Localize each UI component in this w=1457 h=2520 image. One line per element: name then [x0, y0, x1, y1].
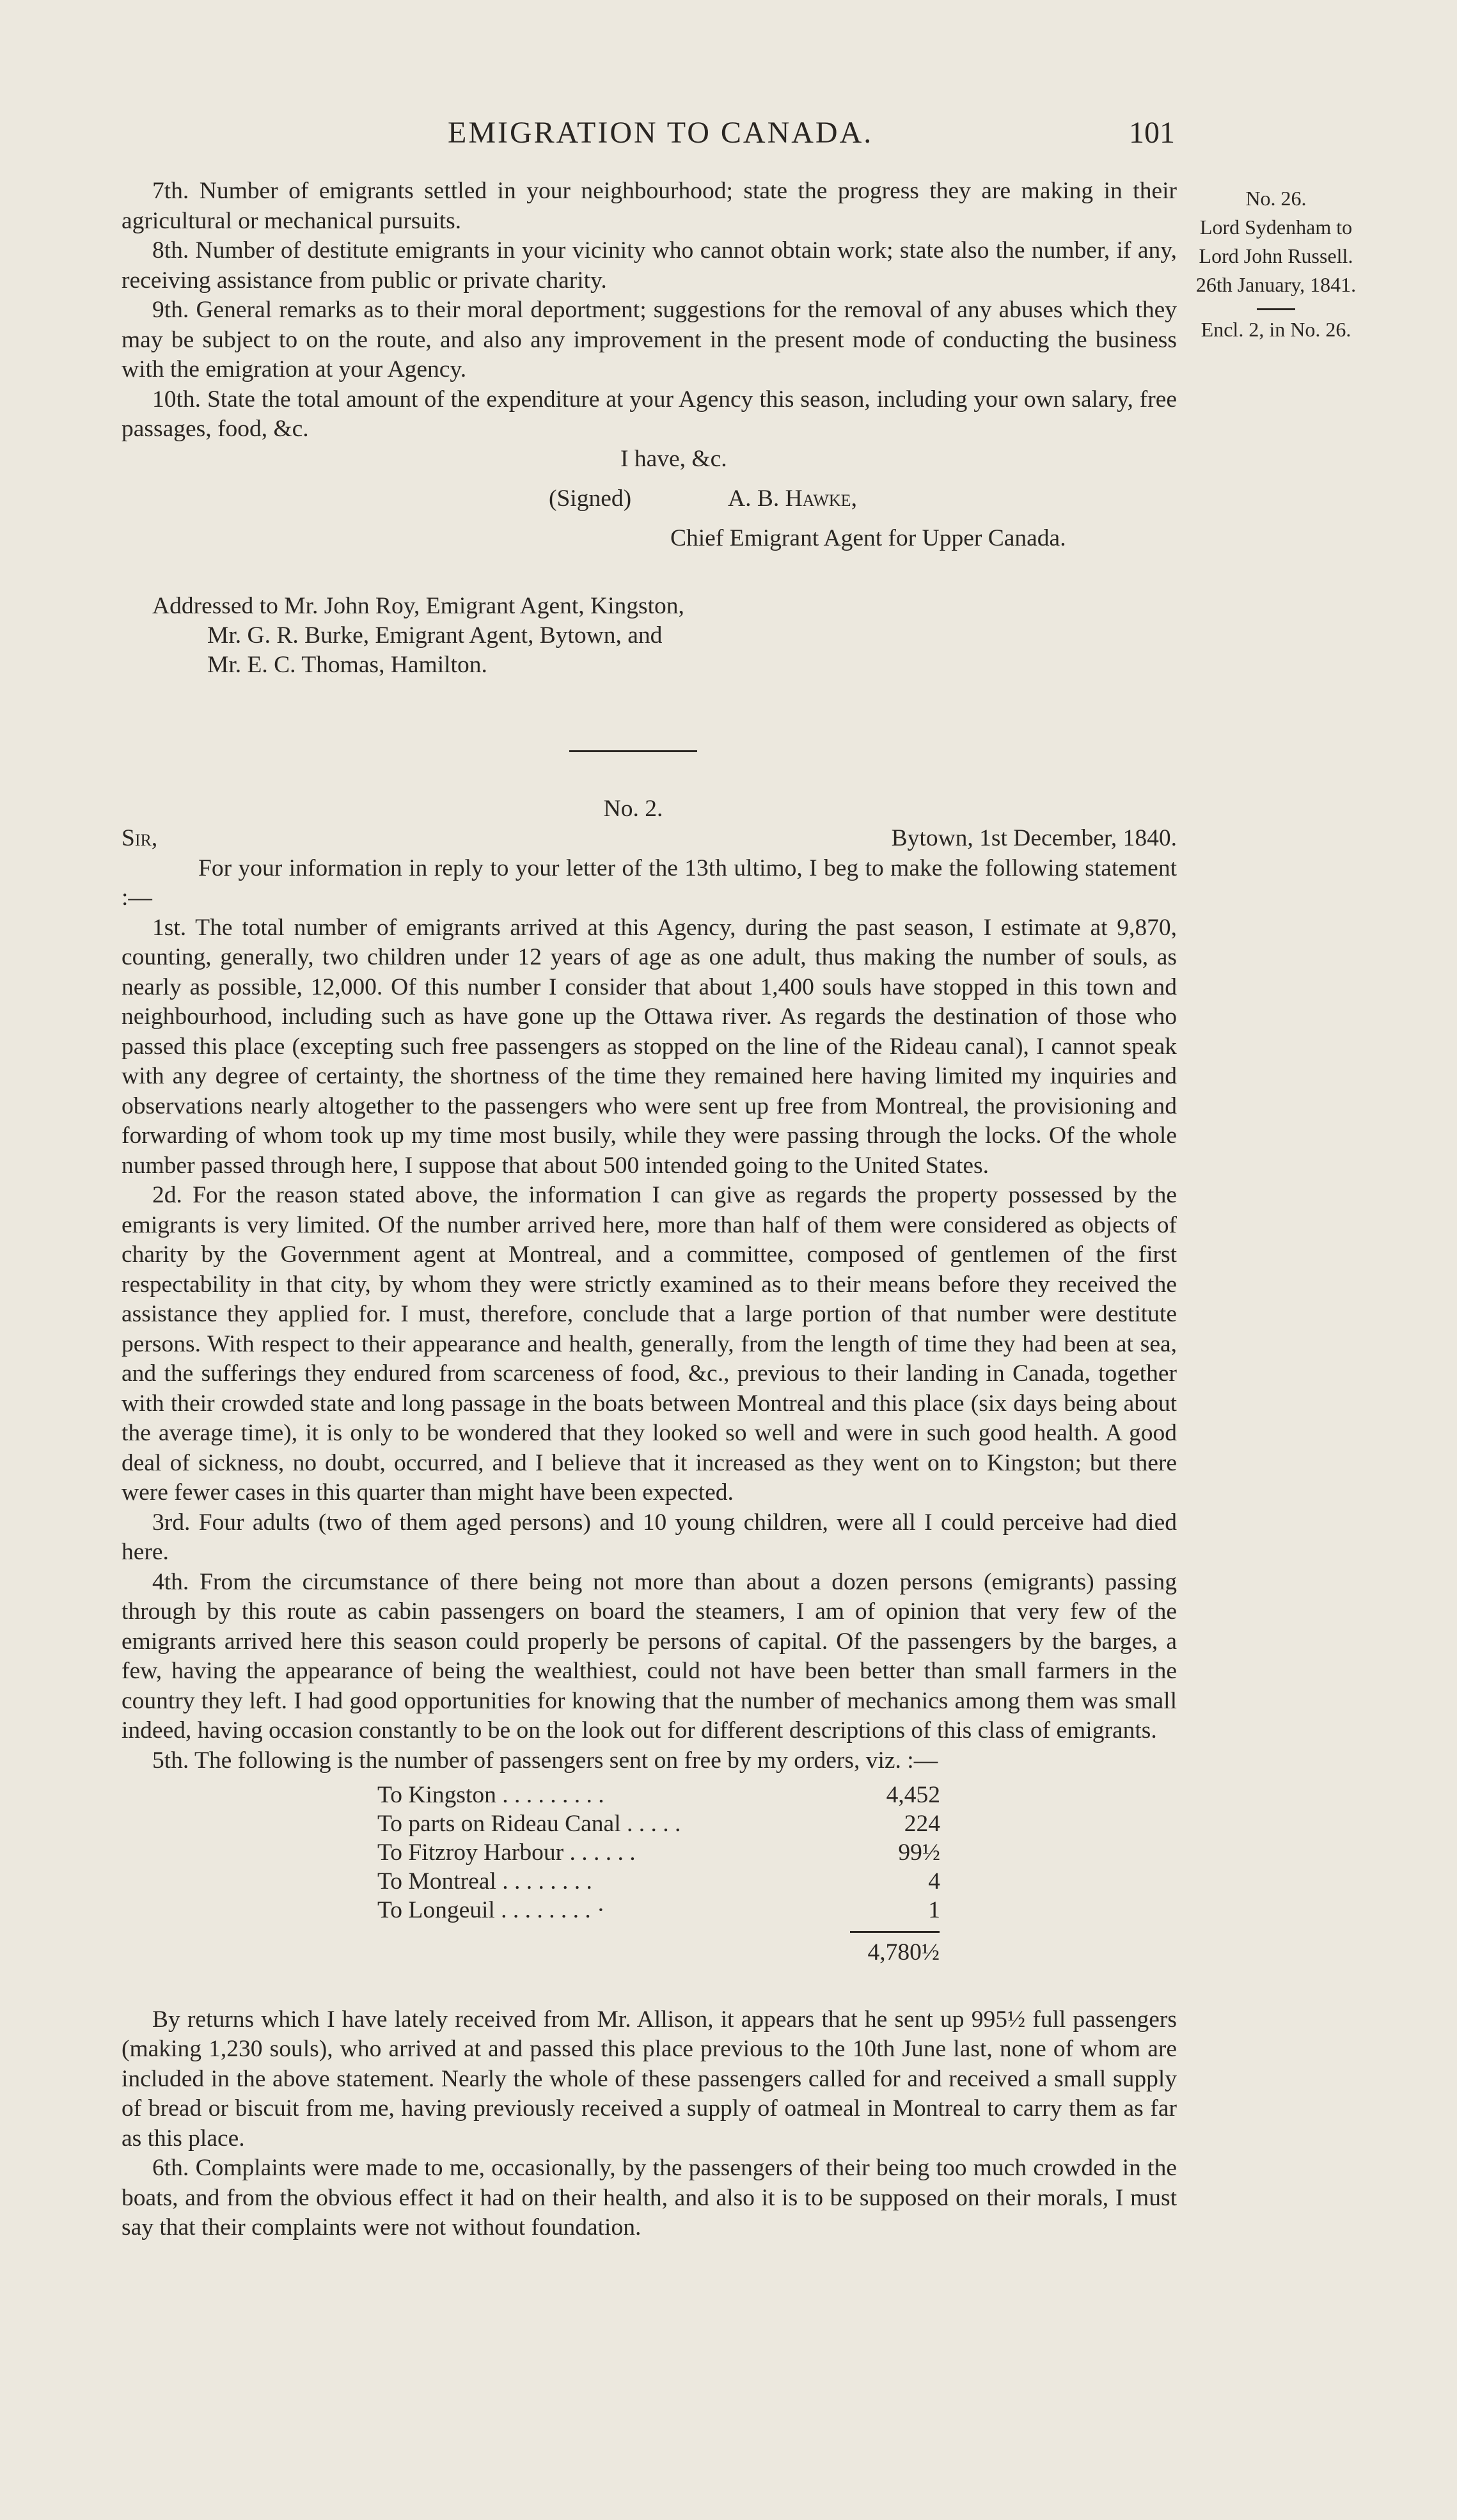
table-number: 4,452 [886, 1782, 940, 1808]
paragraph-6th: 6th. Complaints were made to me, occasionally, by the passengers of their being too much crowded in the boats, and from the obvious effect it had on their health, and also it is to be supposed on their morals, I must say that their complaints were not without foundation. [122, 2155, 1177, 2240]
signer-name: A. B. Hawke, [728, 485, 857, 512]
margin-note-enclosure: Encl. 2, in No. 26. [1201, 318, 1351, 341]
paragraph-3rd: 3rd. Four adults (two of them aged persons) and 10 young children, were all I could perceive had died here. [122, 1509, 1177, 1565]
running-header [0, 115, 1457, 160]
section-divider [569, 750, 697, 752]
margin-note-date: 26th January, 1841. [1195, 273, 1357, 296]
paragraph-1st: 1st. The total number of emigrants arrived at this Agency, during the past season, I estimate at 9,870, counting, generally, two children under 12 years of age as one adult, thus making the number of souls, as nearly as possible, 12,000. Of this number I consider that about 1,400 souls have stopped in this town and neighbourhood, including such as have gone up the Ottawa river. As regards the destination of those who passed this place (excepting such free passengers as stopped on the line of the Rideau canal), I cannot speak with any degree of certainty, the shortness of the time they remained here having limited my inquiries and observations nearly altogether to the passengers who were sent up free from Montreal, the provisioning and forwarding of whom took up my time most busily, while they were passing through the locks. Of the whole number passed through here, I suppose that about 500 intended going to the United States. [122, 914, 1177, 1179]
table-destination: To Kingston . . . . . . . . . [377, 1782, 604, 1808]
paragraph-2d: 2d. For the reason stated above, the information I can give as regards the property possessed by the emigrants is very limited. Of the number arrived here, more than half of them were considered as objects of charity by the Government agent at Montreal, and a committee, composed of gentlemen of the first respectability in that city, by whom they were strictly examined as to their means before they received the assistance they applied for. I must, therefore, conclude that a large portion of that number were destitute persons. With respect to their appearance and health, generally, from the length of time they had been at sea, and the sufferings they endured from scarceness of food, &c., previous to their landing in Canada, together with their crowded state and long passage in the boats between Montreal and this place (six days being about the average time), it is only to be wondered that they looked so well and were in such good health. A good deal of sickness, no doubt, occurred, and I believe that it increased as they went on to Kingston; but there were fewer cases in this quarter than might have been expected. [122, 1182, 1177, 1506]
table-row [377, 1809, 1068, 1838]
question-7: 7th. Number of emigrants settled in your neighbourhood; state the progress they are making in their agricultural or mechanical pursuits. [122, 178, 1177, 234]
table-destination: To Longeuil . . . . . . . . · [377, 1897, 605, 1923]
margin-note-from: Lord Sydenham to [1199, 216, 1353, 239]
question-9: 9th. General remarks as to their moral deportment; suggestions for the removal of any abuses which they may be subject to on the route, and also any improvement in the present mode of conducting the business with the emigration at your Agency. [122, 297, 1177, 382]
page-number: 101 [1129, 116, 1175, 150]
addressee-2: Mr. G. R. Burke, Emigrant Agent, Bytown, and [207, 622, 663, 649]
running-title: EMIGRATION TO CANADA. [448, 116, 874, 150]
table-number: 4 [928, 1868, 940, 1894]
table-row [377, 1838, 1068, 1867]
addressees [122, 592, 1177, 680]
table-spacer [122, 1968, 1177, 2005]
signed-label: (Signed) [549, 485, 632, 512]
table-number: 1 [928, 1897, 940, 1923]
table-number: 224 [904, 1811, 940, 1837]
table-destination: To Fitzroy Harbour . . . . . . [377, 1839, 636, 1866]
addressee-1: Addressed to Mr. John Roy, Emigrant Agent, Kingston, [152, 592, 684, 619]
table-total: 4,780½ [850, 1931, 940, 1968]
signature-block [122, 445, 1177, 562]
table-row [377, 1867, 1068, 1896]
letter-intro: For your information in reply to your letter of the 13th ultimo, I beg to make the following statement :— [122, 854, 1177, 911]
closing: I have, &c. [620, 445, 727, 472]
table-row [377, 1896, 1068, 1925]
margin-note-dash [1257, 308, 1295, 310]
paragraph-allison: By returns which I have lately received from Mr. Allison, it appears that he sent up 995½ full passengers (making 1,230 souls), who arrived at and passed this place previous to the 10th June last, none of whom are included in the above statement. Nearly the whole of these passengers called for and received a small supply of bread or biscuit from me, having previously received a supply of oatmeal in Montreal to carry them as far as this place. [122, 2006, 1177, 2152]
salutation: Sir, [122, 825, 158, 851]
passengers-table [377, 1781, 1068, 1968]
addressee-3: Mr. E. C. Thomas, Hamilton. [207, 651, 487, 678]
question-10: 10th. State the total amount of the expenditure at your Agency this season, including your own salary, free passages, food, &c. [122, 386, 1177, 442]
table-row [377, 1781, 1068, 1809]
place-date: Bytown, 1st December, 1840. [891, 825, 1177, 851]
table-destination: To Montreal . . . . . . . . [377, 1868, 592, 1894]
signer-title: Chief Emigrant Agent for Upper Canada. [670, 524, 1066, 551]
paragraph-5th: 5th. The following is the number of passengers sent on free by my orders, viz. :— [152, 1747, 938, 1774]
salutation-line [122, 824, 1177, 854]
margin-note [1180, 184, 1372, 344]
question-8: 8th. Number of destitute emigrants in your vicinity who cannot obtain work; state also the number, if any, receiving assistance from public or private charity. [122, 237, 1177, 294]
margin-note-to: Lord John Russell. [1199, 244, 1353, 267]
letter-heading: No. 2. [603, 795, 663, 822]
margin-note-number: No. 26. [1245, 187, 1307, 210]
table-destination: To parts on Rideau Canal . . . . . [377, 1811, 681, 1837]
main-text [122, 177, 1177, 2243]
table-number: 99½ [898, 1839, 940, 1866]
paragraph-4th: 4th. From the circumstance of there being not more than about a dozen persons (emigrants) passing through by this route as cabin passengers on board the steamers, I am of opinion that very few of the emigrants arrived here this season could properly be persons of capital. Of the passengers by the barges, a few, having the appearance of being the wealthiest, could not have been better than small farmers in the country they left. I had good opportunities for knowing that the number of mechanics among them was small indeed, having occasion constantly to be on the look out for different descriptions of this class of emigrants. [122, 1568, 1177, 1744]
